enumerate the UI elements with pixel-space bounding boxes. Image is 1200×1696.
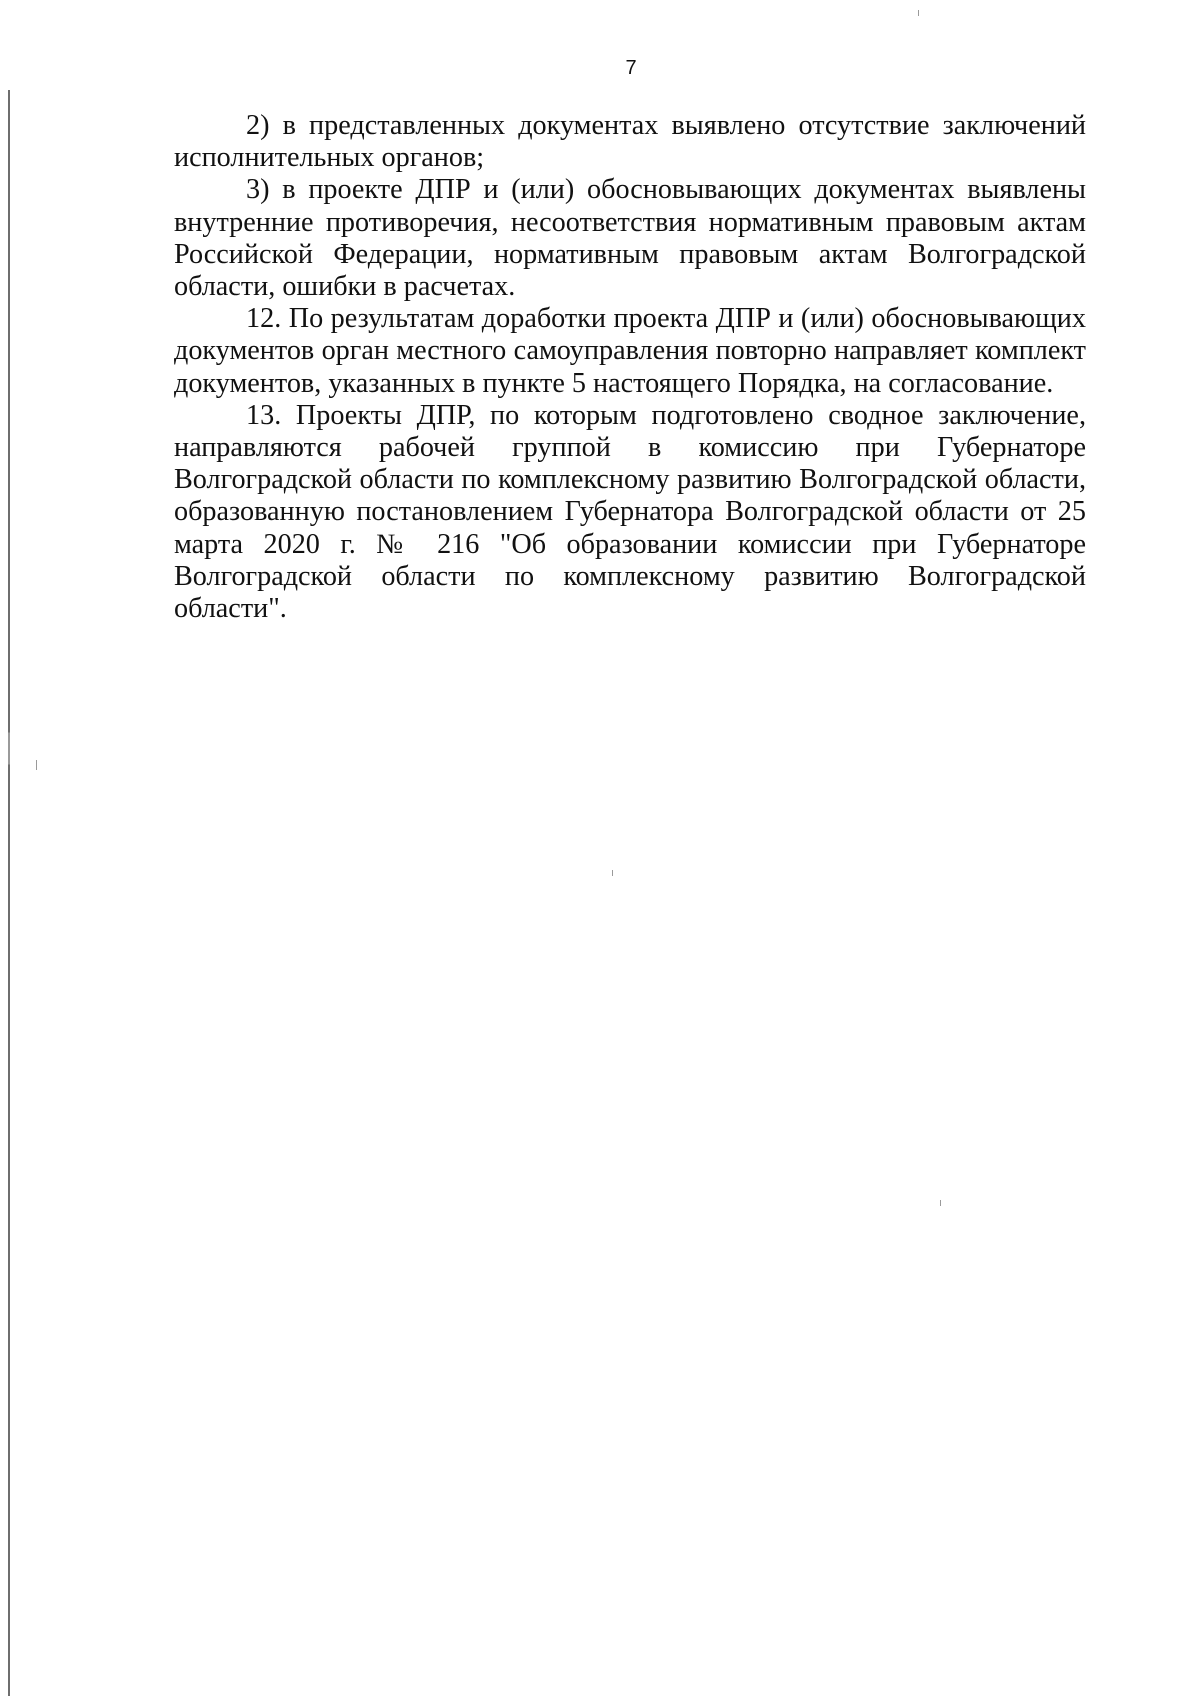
scan-speck (940, 1200, 941, 1206)
scan-speck (36, 760, 37, 770)
paragraph-item-2: 2) в представленных документах выявлено отсутствие заключений исполнительных органов; (174, 110, 1086, 174)
paragraph-point-12: 12. По результатам доработки проекта ДПР и (или) обосновывающих документов орган местного самоуправления повторно направляет комплект документов, указанных в пункте 5 настоящего Порядка, на согласование. (174, 303, 1086, 399)
scan-speck (918, 10, 919, 16)
document-body (174, 110, 1086, 625)
paragraph-point-13: 13. Проекты ДПР, по которым подготовлено сводное заключение, направляются рабочей группой в комиссию при Губернаторе Волгоградской области по комплексному развитию Волгоградской области, образованную постановлением Губернатора Волгоградской области от 25 марта 2020 г. № 216 "Об образовании комиссии при Губернаторе Волгоградской области по комплексному развитию Волгоградской области". (174, 399, 1086, 625)
page-number: 7 (625, 57, 637, 79)
scan-speck (612, 870, 613, 876)
scan-edge-line (8, 90, 10, 1696)
paragraph-item-3: 3) в проекте ДПР и (или) обосновывающих документах выявлены внутренние противоречия, несоответствия нормативным правовым актам Российской Федерации, нормативным правовым актам Волгоградской области, ошибки в расчетах. (174, 174, 1086, 303)
